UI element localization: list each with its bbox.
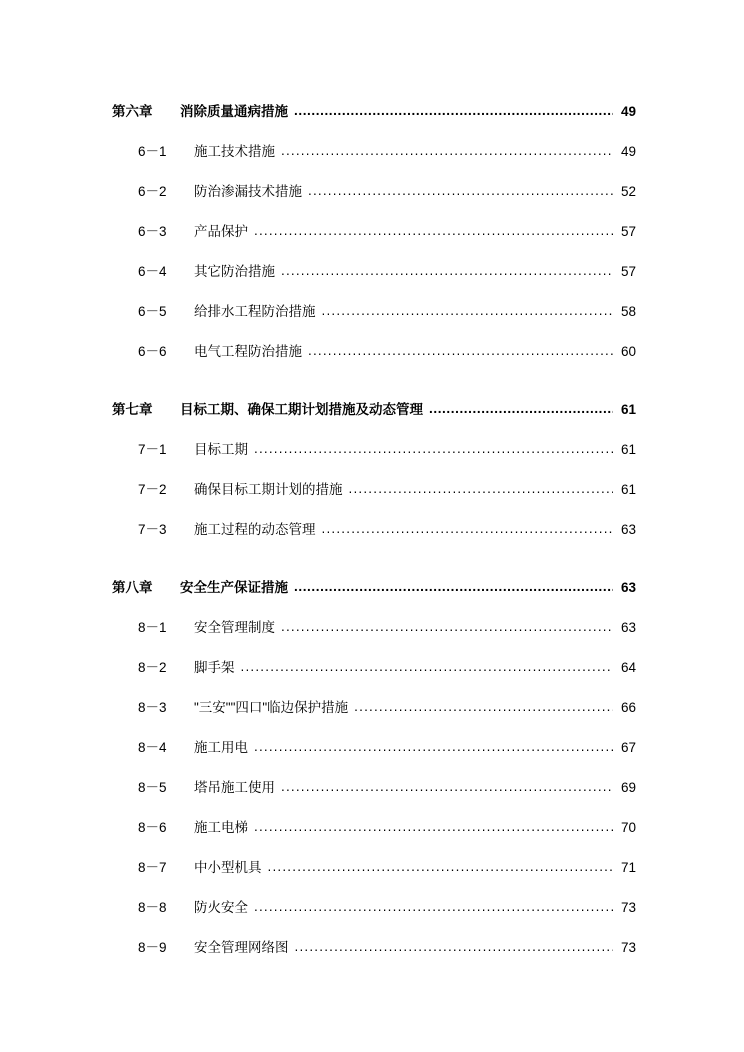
toc-entry-chapter-8[interactable] bbox=[112, 576, 636, 607]
toc-entry-page: 64 bbox=[620, 660, 636, 675]
toc-entry-title: 脚手架 bbox=[194, 660, 235, 675]
toc-entry-6-6[interactable] bbox=[112, 340, 636, 380]
toc-entry-8-6[interactable] bbox=[112, 816, 636, 856]
toc-entry-number: 第七章 bbox=[112, 402, 153, 417]
toc-entry-title: 电气工程防治措施 bbox=[194, 344, 302, 359]
toc-entry-8-8[interactable] bbox=[112, 896, 636, 936]
spacer bbox=[112, 607, 636, 616]
toc-entry-number: 7－3 bbox=[138, 522, 167, 537]
toc-entry-7-2[interactable] bbox=[112, 478, 636, 518]
toc-leader-dots bbox=[281, 143, 613, 157]
toc-entry-title: 防治渗漏技术措施 bbox=[194, 184, 302, 199]
toc-entry-page: 61 bbox=[620, 442, 636, 457]
toc-entry-chapter-7[interactable] bbox=[112, 398, 636, 429]
toc-entry-number: 7－1 bbox=[138, 442, 167, 457]
toc-entry-page: 70 bbox=[620, 820, 636, 835]
toc-entry-6-1[interactable] bbox=[112, 140, 636, 180]
toc-entry-6-2[interactable] bbox=[112, 180, 636, 220]
toc-leader-dots bbox=[254, 223, 613, 237]
toc-entry-number: 8－5 bbox=[138, 780, 167, 795]
toc-entry-page: 61 bbox=[620, 402, 636, 417]
toc-entry-page: 71 bbox=[620, 860, 636, 875]
toc-entry-title: 产品保护 bbox=[194, 224, 248, 239]
toc-entry-page: 66 bbox=[620, 700, 636, 715]
toc-entry-8-4[interactable] bbox=[112, 736, 636, 776]
toc-entry-number: 6－6 bbox=[138, 344, 167, 359]
toc-leader-dots bbox=[294, 103, 613, 117]
toc-entry-page: 60 bbox=[620, 344, 636, 359]
toc-leader-dots bbox=[281, 619, 613, 633]
table-of-contents bbox=[112, 100, 636, 976]
toc-leader-dots bbox=[429, 401, 613, 415]
section-gap bbox=[112, 558, 636, 576]
toc-entry-number: 第六章 bbox=[112, 104, 153, 119]
toc-entry-8-3[interactable] bbox=[112, 696, 636, 736]
toc-leader-dots bbox=[268, 859, 614, 873]
toc-entry-8-5[interactable] bbox=[112, 776, 636, 816]
toc-leader-dots bbox=[254, 441, 613, 455]
toc-entry-number: 8－9 bbox=[138, 940, 167, 955]
toc-leader-dots bbox=[322, 521, 614, 535]
toc-entry-title: 消除质量通病措施 bbox=[180, 104, 288, 119]
toc-entry-page: 49 bbox=[620, 104, 636, 119]
toc-entry-number: 8－2 bbox=[138, 660, 167, 675]
toc-leader-dots bbox=[254, 899, 613, 913]
toc-entry-number: 6－1 bbox=[138, 144, 167, 159]
toc-entry-page: 63 bbox=[620, 580, 636, 595]
toc-entry-page: 63 bbox=[620, 522, 636, 537]
toc-entry-page: 57 bbox=[620, 224, 636, 239]
toc-entry-6-3[interactable] bbox=[112, 220, 636, 260]
toc-entry-number: 6－4 bbox=[138, 264, 167, 279]
toc-entry-6-5[interactable] bbox=[112, 300, 636, 340]
toc-entry-number: 6－5 bbox=[138, 304, 167, 319]
toc-entry-number: 8－7 bbox=[138, 860, 167, 875]
toc-entry-title: 安全管理制度 bbox=[194, 620, 275, 635]
toc-leader-dots bbox=[349, 481, 614, 495]
toc-entry-page: 49 bbox=[620, 144, 636, 159]
toc-entry-title: 中小型机具 bbox=[194, 860, 262, 875]
spacer bbox=[112, 131, 636, 140]
toc-entry-number: 8－6 bbox=[138, 820, 167, 835]
toc-leader-dots bbox=[322, 303, 614, 317]
section-gap bbox=[112, 380, 636, 398]
toc-entry-8-9[interactable] bbox=[112, 936, 636, 976]
toc-entry-8-1[interactable] bbox=[112, 616, 636, 656]
toc-leader-dots bbox=[281, 779, 613, 793]
toc-leader-dots bbox=[354, 699, 613, 713]
toc-entry-title: 塔吊施工使用 bbox=[194, 780, 275, 795]
toc-leader-dots bbox=[295, 939, 614, 953]
toc-leader-dots bbox=[254, 739, 613, 753]
toc-entry-page: 69 bbox=[620, 780, 636, 795]
toc-entry-number: 7－2 bbox=[138, 482, 167, 497]
toc-entry-page: 58 bbox=[620, 304, 636, 319]
toc-leader-dots bbox=[241, 659, 614, 673]
toc-entry-8-7[interactable] bbox=[112, 856, 636, 896]
toc-entry-title: 施工技术措施 bbox=[194, 144, 275, 159]
toc-entry-title: 施工电梯 bbox=[194, 820, 248, 835]
toc-entry-number: 8－4 bbox=[138, 740, 167, 755]
toc-entry-page: 52 bbox=[620, 184, 636, 199]
toc-entry-page: 57 bbox=[620, 264, 636, 279]
toc-leader-dots bbox=[254, 819, 613, 833]
toc-entry-page: 73 bbox=[620, 940, 636, 955]
toc-entry-title: 目标工期、确保工期计划措施及动态管理 bbox=[180, 402, 423, 417]
toc-entry-title: 施工用电 bbox=[194, 740, 248, 755]
toc-entry-8-2[interactable] bbox=[112, 656, 636, 696]
toc-entry-number: 6－2 bbox=[138, 184, 167, 199]
toc-entry-page: 73 bbox=[620, 900, 636, 915]
toc-entry-title: 确保目标工期计划的措施 bbox=[194, 482, 343, 497]
toc-entry-title: "三安""四口"临边保护措施 bbox=[194, 700, 349, 715]
spacer bbox=[112, 429, 636, 438]
toc-entry-title: 防火安全 bbox=[194, 900, 248, 915]
toc-leader-dots bbox=[308, 343, 613, 357]
toc-entry-number: 6－3 bbox=[138, 224, 167, 239]
toc-entry-page: 67 bbox=[620, 740, 636, 755]
toc-entry-7-1[interactable] bbox=[112, 438, 636, 478]
toc-entry-number: 8－8 bbox=[138, 900, 167, 915]
toc-entry-title: 给排水工程防治措施 bbox=[194, 304, 316, 319]
toc-entry-number: 第八章 bbox=[112, 580, 153, 595]
toc-leader-dots bbox=[294, 579, 613, 593]
toc-entry-page: 63 bbox=[620, 620, 636, 635]
toc-leader-dots bbox=[281, 263, 613, 277]
toc-entry-page: 61 bbox=[620, 482, 636, 497]
toc-entry-number: 8－3 bbox=[138, 700, 167, 715]
toc-entry-title: 目标工期 bbox=[194, 442, 248, 457]
toc-entry-title: 安全管理网络图 bbox=[194, 940, 289, 955]
toc-entry-6-4[interactable] bbox=[112, 260, 636, 300]
toc-entry-chapter-6[interactable] bbox=[112, 100, 636, 131]
toc-leader-dots bbox=[308, 183, 613, 197]
toc-entry-7-3[interactable] bbox=[112, 518, 636, 558]
toc-entry-number: 8－1 bbox=[138, 620, 167, 635]
toc-entry-title: 其它防治措施 bbox=[194, 264, 275, 279]
toc-entry-title: 安全生产保证措施 bbox=[180, 580, 288, 595]
toc-entry-title: 施工过程的动态管理 bbox=[194, 522, 316, 537]
